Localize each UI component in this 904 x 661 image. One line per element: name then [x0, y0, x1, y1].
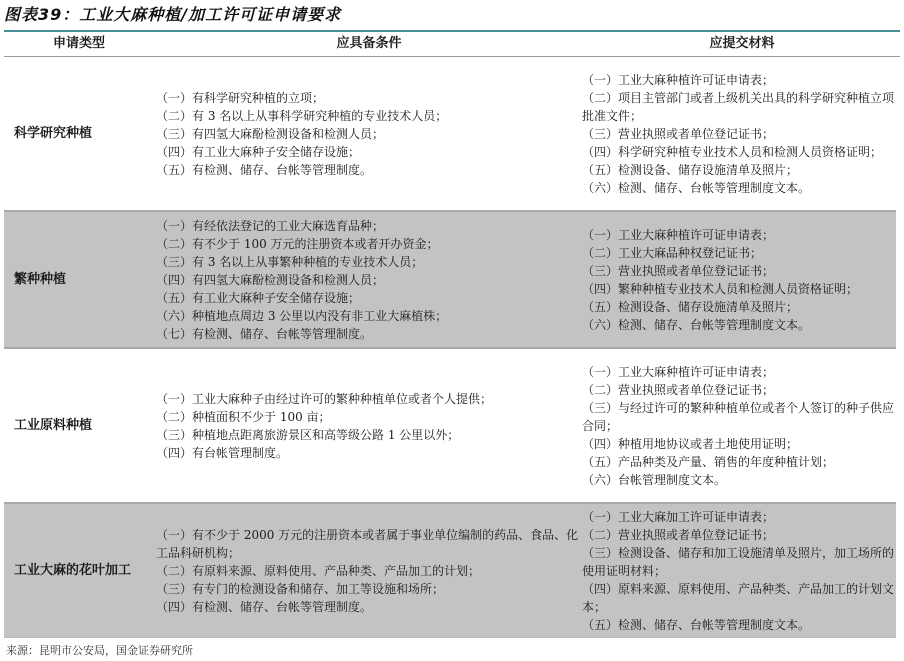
material-item: （三）营业执照或者单位登记证书； [582, 126, 775, 141]
table-row [4, 212, 896, 347]
row-conditions [156, 504, 580, 637]
header-materials: 应提交材料 [709, 36, 775, 51]
condition-item: （三）有专门的检测设备和储存、加工等设施和场所； [156, 581, 445, 596]
material-item: （二）营业执照或者单位登记证书； [582, 527, 775, 542]
material-item: （四）原料来源、原料使用、产品种类、产品加工的计划文本； [582, 581, 895, 614]
header-conditions: 应具备条件 [336, 36, 402, 51]
condition-item: （三）种植地点距离旅游景区和高等级公路 1 公里以外； [156, 427, 460, 442]
row-conditions [156, 212, 580, 347]
material-item: （一）工业大麻种植许可证申请表； [582, 72, 775, 87]
condition-item: （六）种植地点周边 3 公里以内没有非工业大麻植株； [156, 308, 448, 323]
condition-item: （二）种植面积不少于 100 亩； [156, 409, 331, 424]
material-item: （五）产品种类及产量、销售的年度种植计划； [582, 454, 835, 469]
table-header [4, 32, 900, 57]
row-materials [582, 504, 894, 637]
condition-item: （四）有检测、储存、台帐等管理制度。 [156, 599, 373, 614]
material-item: （四）科学研究种植专业技术人员和检测人员资格证明； [582, 144, 883, 159]
material-item: （六）检测、储存、台帐等管理制度文本。 [582, 180, 811, 195]
condition-item: （三）有四氢大麻酚检测设备和检测人员； [156, 126, 385, 141]
material-item: （四）种植用地协议或者土地使用证明； [582, 436, 799, 451]
row-type: 繁种种植 [14, 271, 67, 287]
material-item: （六）检测、储存、台帐等管理制度文本。 [582, 317, 811, 332]
condition-item: （四）有台帐管理制度。 [156, 445, 289, 460]
condition-item: （二）有不少于 100 万元的注册资本或者开办资金； [156, 236, 439, 251]
condition-item: （五）有工业大麻种子安全储存设施； [156, 290, 361, 305]
header-application-type: 申请类型 [52, 36, 105, 51]
row-materials [582, 212, 894, 347]
material-item: （二）营业执照或者单位登记证书； [582, 382, 775, 397]
material-item: （三）与经过许可的繁种种植单位或者个人签订的种子供应合同； [582, 400, 895, 433]
condition-item: （五）有检测、储存、台帐等管理制度。 [156, 162, 373, 177]
condition-item: （二）有 3 名以上从事科学研究种植的专业技术人员； [156, 108, 448, 123]
condition-item: （一）有不少于 2000 万元的注册资本或者属于事业单位编制的药品、食品、化工品科研机构； [156, 527, 579, 560]
material-item: （六）台帐管理制度文本。 [582, 472, 727, 487]
condition-item: （四）有工业大麻种子安全储存设施； [156, 144, 361, 159]
table-bottom-rule [4, 637, 896, 638]
condition-item: （一）有科学研究种植的立项； [156, 90, 325, 105]
condition-item: （三）有 3 名以上从事繁种种植的专业技术人员； [156, 254, 424, 269]
material-item: （一）工业大麻种植许可证申请表； [582, 364, 775, 379]
row-type: 工业原料种植 [14, 417, 93, 433]
material-item: （三）检测设备、储存和加工设施清单及照片，加工场所的使用证明材料； [582, 545, 895, 578]
table-row [4, 504, 896, 637]
condition-item: （二）有原料来源、原料使用、产品种类、产品加工的计划； [156, 563, 481, 578]
figure-title: 图表39：工业大麻种植/加工许可证申请要求 [4, 5, 342, 24]
material-item: （五）检测设备、储存设施清单及照片； [582, 162, 799, 177]
row-conditions [156, 57, 580, 210]
row-type: 工业大麻的花叶加工 [14, 562, 132, 578]
material-item: （一）工业大麻种植许可证申请表； [582, 227, 775, 242]
material-item: （五）检测、储存、台帐等管理制度文本。 [582, 617, 811, 632]
condition-item: （七）有检测、储存、台帐等管理制度。 [156, 326, 373, 341]
material-item: （四）繁种种植专业技术人员和检测人员资格证明； [582, 281, 859, 296]
condition-item: （四）有四氢大麻酚检测设备和检测人员； [156, 272, 385, 287]
row-conditions [156, 349, 580, 502]
row-materials [582, 57, 894, 210]
table-row [4, 349, 896, 502]
row-type: 科学研究种植 [14, 125, 93, 141]
material-item: （五）检测设备、储存设施清单及照片； [582, 299, 799, 314]
source-note: 来源：昆明市公安局，国金证券研究所 [6, 644, 193, 657]
condition-item: （一）工业大麻种子由经过许可的繁种种植单位或者个人提供； [156, 391, 493, 406]
material-item: （三）营业执照或者单位登记证书； [582, 263, 775, 278]
row-materials [582, 349, 894, 502]
table-row [4, 57, 896, 210]
material-item: （一）工业大麻加工许可证申请表； [582, 509, 775, 524]
material-item: （二）项目主管部门或者上级机关出具的科学研究种植立项批准文件； [582, 90, 895, 123]
material-item: （二）工业大麻品种权登记证书； [582, 245, 763, 260]
condition-item: （一）有经依法登记的工业大麻选育品种； [156, 218, 385, 233]
